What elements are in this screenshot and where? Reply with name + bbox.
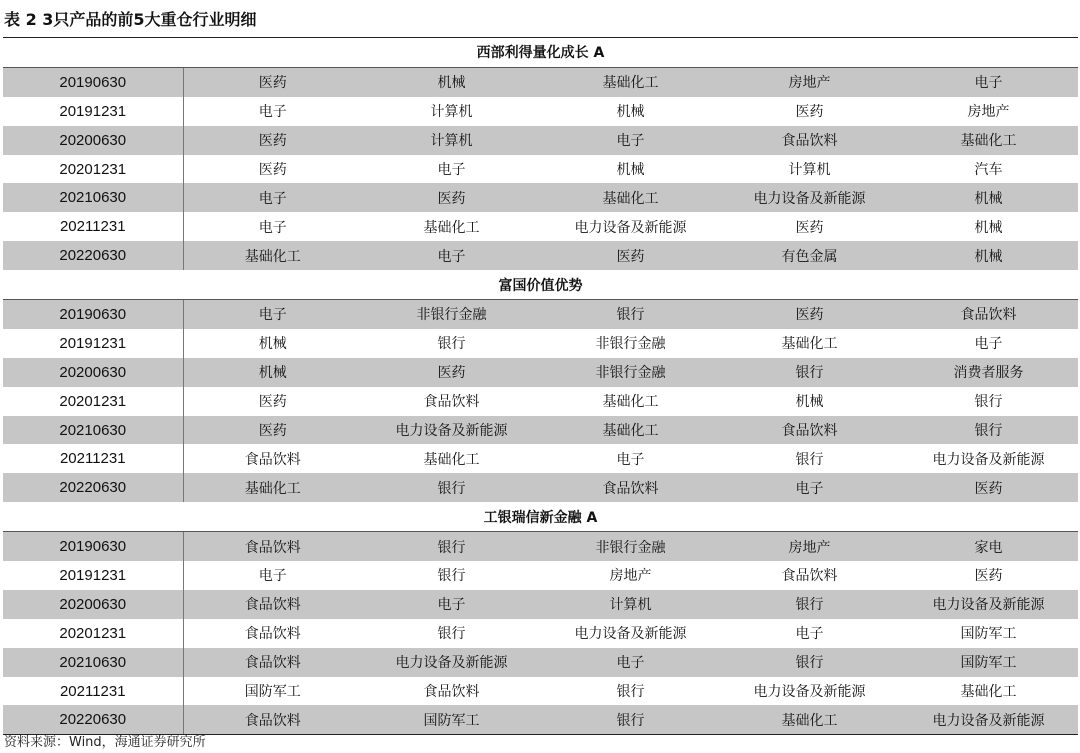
industry-cell: 计算机 xyxy=(541,590,720,619)
table-row xyxy=(3,416,1078,445)
report-date: 20220630 xyxy=(3,473,183,502)
industry-cell: 非银行金融 xyxy=(362,300,541,329)
industry-cell: 消费者服务 xyxy=(899,358,1078,387)
industry-cell: 电子 xyxy=(258,568,287,585)
industry-cell: 房地产 xyxy=(609,568,652,585)
industry-cell: 非银行金融 xyxy=(595,336,666,353)
report-date: 20211231 xyxy=(3,444,183,473)
industry-cell: 基础化工 xyxy=(960,684,1017,701)
industry-cell: 银行 xyxy=(437,626,466,643)
report-date: 20200630 xyxy=(3,126,183,155)
industry-cell: 银行 xyxy=(616,684,645,701)
industry-cell: 国防军工 xyxy=(244,684,301,701)
industry-cell: 银行 xyxy=(720,590,899,619)
industry-cell: 房地产 xyxy=(720,67,899,96)
industry-cell: 食品饮料 xyxy=(244,451,301,468)
table-row xyxy=(3,358,1078,387)
table-row xyxy=(3,155,1078,184)
industry-cell: 医药 xyxy=(183,67,362,96)
report-date: 20201231 xyxy=(3,155,183,184)
industry-cell: 电子 xyxy=(183,300,362,329)
industry-cell: 医药 xyxy=(183,416,362,445)
industry-cell: 电子 xyxy=(437,162,466,178)
report-date: 20220630 xyxy=(3,241,183,270)
table-row xyxy=(3,619,1078,648)
industry-cell: 电子 xyxy=(795,626,824,643)
industry-cell: 银行 xyxy=(899,416,1078,445)
industry-cell: 计算机 xyxy=(362,126,541,155)
report-date: 20210630 xyxy=(3,648,183,677)
industry-cell: 电力设备及新能源 xyxy=(574,219,687,236)
industry-cell: 电子 xyxy=(362,590,541,619)
table-row xyxy=(3,67,1078,96)
industry-cell: 医药 xyxy=(720,300,899,329)
industry-cell: 食品饮料 xyxy=(720,416,899,445)
industry-cell: 电力设备及新能源 xyxy=(574,626,687,643)
industry-cell: 基础化工 xyxy=(602,394,659,411)
industry-cell: 电子 xyxy=(899,67,1078,96)
industry-cell: 机械 xyxy=(362,67,541,96)
industry-cell: 电子 xyxy=(183,183,362,212)
industry-cell: 机械 xyxy=(616,162,645,178)
industry-cell: 机械 xyxy=(899,183,1078,212)
industry-cell: 电力设备及新能源 xyxy=(720,183,899,212)
report-date: 20190630 xyxy=(3,67,183,96)
industry-cell: 基础化工 xyxy=(541,416,720,445)
table-title: 表 2 3只产品的前5大重仓行业明细 xyxy=(4,10,257,29)
industry-cell: 基础化工 xyxy=(541,183,720,212)
industry-cell: 医药 xyxy=(541,241,720,270)
industry-cell: 银行 xyxy=(974,394,1003,411)
industry-cell: 银行 xyxy=(541,300,720,329)
table-row xyxy=(3,705,1078,734)
report-date: 20190630 xyxy=(3,532,183,561)
section-header xyxy=(3,38,1078,67)
report-date: 20190630 xyxy=(3,300,183,329)
table-row xyxy=(3,126,1078,155)
industry-cell: 医药 xyxy=(795,104,824,121)
industry-cell: 电力设备及新能源 xyxy=(899,705,1078,734)
industry-cell: 基础化工 xyxy=(899,126,1078,155)
industry-cell: 银行 xyxy=(541,705,720,734)
industry-cell: 电子 xyxy=(258,104,287,121)
industry-cell: 基础化工 xyxy=(781,336,838,353)
industry-cell: 食品饮料 xyxy=(244,626,301,643)
industry-cell: 家电 xyxy=(899,532,1078,561)
industry-cell: 电子 xyxy=(720,473,899,502)
industry-cell: 食品饮料 xyxy=(183,648,362,677)
industry-cell: 电子 xyxy=(258,219,287,236)
table-row xyxy=(3,532,1078,561)
industry-cell: 食品饮料 xyxy=(183,532,362,561)
table-row xyxy=(3,241,1078,270)
fund-name: 西部利得量化成长 A xyxy=(3,38,1078,67)
industry-cell: 银行 xyxy=(437,336,466,353)
industry-cell: 基础化工 xyxy=(183,473,362,502)
table-row xyxy=(3,97,1078,126)
industry-cell: 基础化工 xyxy=(183,241,362,270)
industry-cell: 电力设备及新能源 xyxy=(362,416,541,445)
industry-cell: 电力设备及新能源 xyxy=(753,684,866,701)
table-row xyxy=(3,329,1078,358)
industry-cell: 银行 xyxy=(437,568,466,585)
industry-cell: 房地产 xyxy=(720,532,899,561)
source-note: 资料来源：Wind，海通证券研究所 xyxy=(4,735,206,750)
industry-cell: 电力设备及新能源 xyxy=(932,451,1045,468)
industry-cell: 医药 xyxy=(183,126,362,155)
report-date: 20191231 xyxy=(3,561,183,590)
report-date: 20211231 xyxy=(3,677,183,706)
industry-cell: 食品饮料 xyxy=(541,473,720,502)
section-header xyxy=(3,502,1078,531)
table-row xyxy=(3,183,1078,212)
table-row xyxy=(3,444,1078,473)
industry-cell: 电力设备及新能源 xyxy=(899,590,1078,619)
industry-cell: 电子 xyxy=(616,451,645,468)
table-row xyxy=(3,387,1078,416)
industry-cell: 基础化工 xyxy=(423,219,480,236)
industry-cell: 计算机 xyxy=(430,104,473,121)
industry-cell: 电力设备及新能源 xyxy=(362,648,541,677)
industry-cell: 食品饮料 xyxy=(781,568,838,585)
report-date: 20220630 xyxy=(3,705,183,734)
industry-cell: 食品饮料 xyxy=(423,394,480,411)
industry-cell: 电子 xyxy=(541,648,720,677)
industry-cell: 医药 xyxy=(974,568,1003,585)
industry-cell: 银行 xyxy=(720,648,899,677)
industry-cell: 机械 xyxy=(258,336,287,353)
industry-cell: 非银行金融 xyxy=(541,358,720,387)
report-date: 20210630 xyxy=(3,416,183,445)
industry-cell: 医药 xyxy=(899,473,1078,502)
industry-cell: 基础化工 xyxy=(541,67,720,96)
industry-cell: 电子 xyxy=(974,336,1003,353)
report-date: 20201231 xyxy=(3,387,183,416)
fund-name: 工银瑞信新金融 A xyxy=(3,502,1078,531)
industry-cell: 国防军工 xyxy=(362,705,541,734)
table-row xyxy=(3,648,1078,677)
table-row xyxy=(3,677,1078,706)
industry-cell: 食品饮料 xyxy=(720,126,899,155)
industry-cell: 电子 xyxy=(362,241,541,270)
industry-cell: 机械 xyxy=(974,219,1003,236)
industry-cell: 银行 xyxy=(720,358,899,387)
industry-cell: 银行 xyxy=(795,451,824,468)
table-row xyxy=(3,473,1078,502)
fund-name: 富国价值优势 xyxy=(3,270,1078,299)
industry-cell: 食品饮料 xyxy=(183,705,362,734)
industry-cell: 基础化工 xyxy=(423,451,480,468)
industry-cell: 医药 xyxy=(362,183,541,212)
industry-cell: 有色金属 xyxy=(720,241,899,270)
industry-cell: 房地产 xyxy=(967,104,1010,121)
industry-cell: 汽车 xyxy=(974,162,1003,178)
table-row xyxy=(3,561,1078,590)
table-row xyxy=(3,590,1078,619)
industry-cell: 非银行金融 xyxy=(541,532,720,561)
industry-cell: 国防军工 xyxy=(960,626,1017,643)
industry-cell: 医药 xyxy=(258,394,287,411)
industry-cell: 计算机 xyxy=(788,162,831,178)
industry-cell: 机械 xyxy=(183,358,362,387)
report-date: 20201231 xyxy=(3,619,183,648)
report-date: 20211231 xyxy=(3,212,183,241)
report-date: 20210630 xyxy=(3,183,183,212)
industry-cell: 医药 xyxy=(795,219,824,236)
industry-cell: 机械 xyxy=(795,394,824,411)
table-row xyxy=(3,212,1078,241)
industry-cell: 电子 xyxy=(541,126,720,155)
industry-cell: 食品饮料 xyxy=(183,590,362,619)
industry-cell: 银行 xyxy=(362,473,541,502)
industry-cell: 机械 xyxy=(899,241,1078,270)
industry-cell: 食品饮料 xyxy=(423,684,480,701)
report-date: 20200630 xyxy=(3,590,183,619)
table-row xyxy=(3,300,1078,329)
industry-cell: 银行 xyxy=(362,532,541,561)
industry-cell: 医药 xyxy=(258,162,287,178)
industry-cell: 医药 xyxy=(362,358,541,387)
industry-cell: 食品饮料 xyxy=(899,300,1078,329)
industry-cell: 基础化工 xyxy=(720,705,899,734)
report-date: 20191231 xyxy=(3,97,183,126)
industry-table xyxy=(3,37,1078,735)
industry-cell: 机械 xyxy=(616,104,645,121)
section-header xyxy=(3,270,1078,299)
industry-cell: 国防军工 xyxy=(899,648,1078,677)
report-date: 20191231 xyxy=(3,329,183,358)
report-date: 20200630 xyxy=(3,358,183,387)
